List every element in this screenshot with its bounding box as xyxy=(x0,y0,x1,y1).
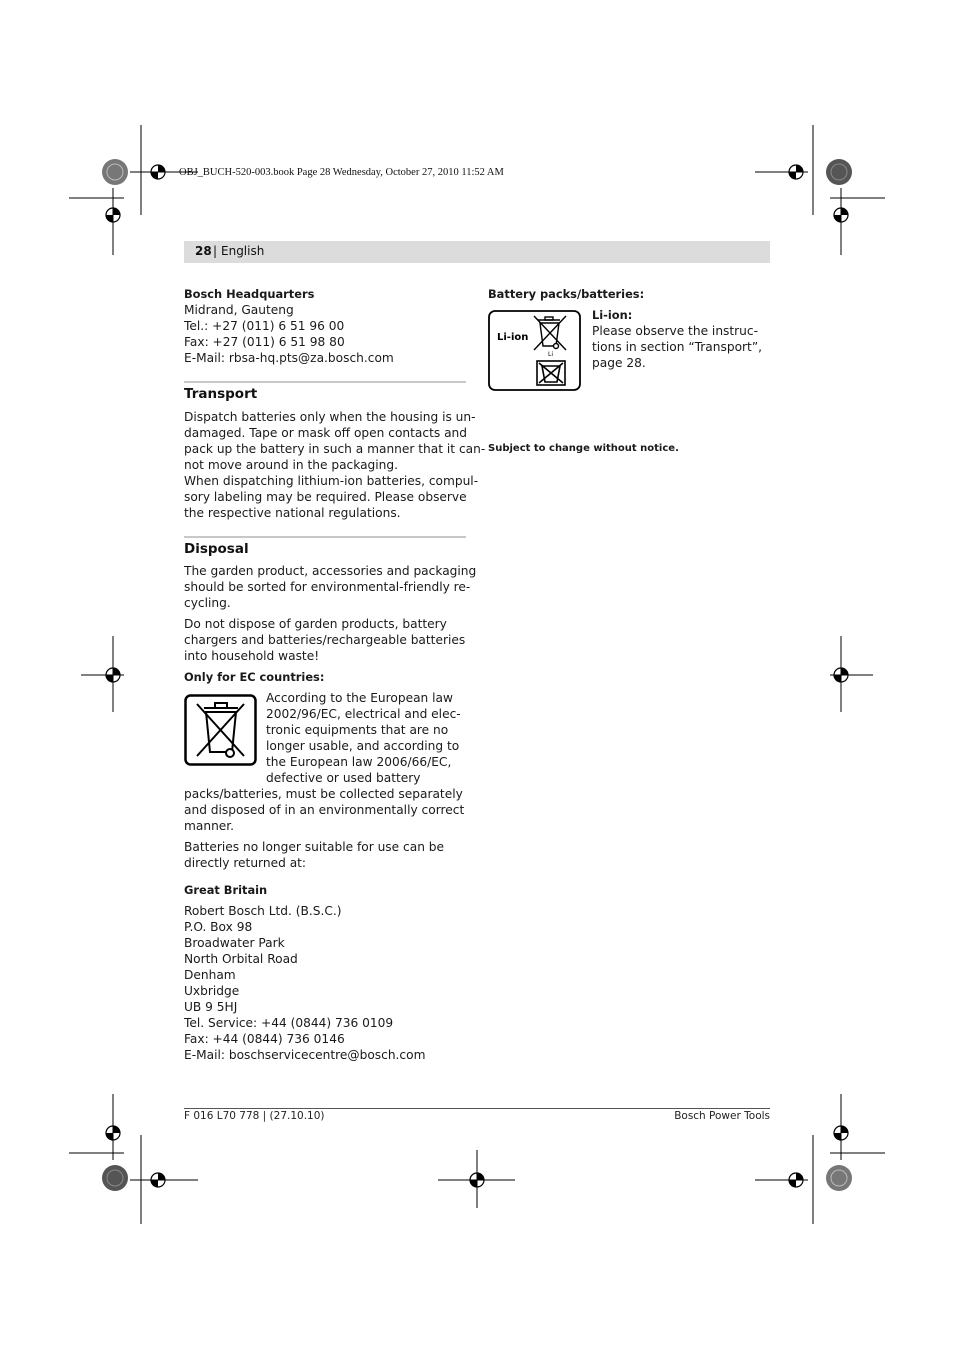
li-ion-title: Li-ion: xyxy=(592,308,633,322)
disposal-line: chargers and batteries/rechargeable batteries xyxy=(184,633,466,647)
li-ion-symbol-label: Li-ion xyxy=(497,332,529,343)
address-line: Robert Bosch Ltd. (B.S.C.) xyxy=(184,904,342,918)
transport-body xyxy=(184,409,486,521)
headquarters-line: Midrand, Gauteng xyxy=(184,303,294,317)
ec-line: and disposed of in an environmentally correct xyxy=(184,803,465,817)
country-title: Great Britain xyxy=(184,883,268,897)
address-line: North Orbital Road xyxy=(184,952,298,966)
address-line: Fax: +44 (0844) 736 0146 xyxy=(184,1032,345,1046)
disposal-line: The garden product, accessories and packaging xyxy=(184,564,477,578)
section-divider xyxy=(184,536,466,538)
disposal-line: cycling. xyxy=(184,596,231,610)
footer-brand: Bosch Power Tools xyxy=(674,1110,770,1122)
address-line: Uxbridge xyxy=(184,984,240,998)
crossed-bin-icon xyxy=(184,694,257,766)
ec-line: defective or used battery xyxy=(266,771,421,785)
header-separator: | xyxy=(213,244,218,258)
address-line: UB 9 5HJ xyxy=(184,1000,238,1014)
transport-line: the respective national regulations. xyxy=(184,506,401,520)
disposal-line: into household waste! xyxy=(184,649,320,663)
transport-heading: Transport xyxy=(184,386,258,402)
li-symbol-chem: Li xyxy=(548,351,554,358)
transport-line: not move around in the packaging. xyxy=(184,458,399,472)
address-line: P.O. Box 98 xyxy=(184,920,253,934)
disposal-line: Do not dispose of garden products, battery xyxy=(184,617,447,631)
disposal-line: Batteries no longer suitable for use can be xyxy=(184,840,445,854)
li-ion-line: page 28. xyxy=(592,356,646,370)
page-header xyxy=(184,241,770,263)
ec-line: tronic equipments that are no xyxy=(266,723,449,737)
transport-line: sory labeling may be required. Please observe xyxy=(184,490,467,504)
print-info: OBJ_BUCH-520-003.book Page 28 Wednesday, October 27, 2010 11:52 AM xyxy=(179,167,504,178)
page-number: 28 xyxy=(195,244,212,258)
footer-doc-number: F 016 L70 778 | (27.10.10) xyxy=(184,1110,325,1122)
li-ion-line: Please observe the instruc- xyxy=(592,324,759,338)
transport-line: pack up the battery in such a manner that it can- xyxy=(184,442,486,456)
ec-side-text xyxy=(266,690,466,786)
ec-line: manner. xyxy=(184,819,235,833)
ec-line: the European law 2006/66/EC, xyxy=(266,755,452,769)
headquarters-line: Fax: +27 (011) 6 51 98 80 xyxy=(184,335,345,349)
disposal-para-3 xyxy=(184,839,466,871)
headquarters-line: Tel.: +27 (011) 6 51 96 00 xyxy=(184,319,345,333)
address-line: E-Mail: boschservicecentre@bosch.com xyxy=(184,1048,426,1062)
section-divider xyxy=(184,381,466,383)
transport-line: When dispatching lithium-ion batteries, compul- xyxy=(184,474,479,488)
ec-line: According to the European law xyxy=(266,691,453,705)
ec-line: packs/batteries, must be collected separately xyxy=(184,787,463,801)
li-ion-recycling-icon xyxy=(488,310,581,391)
transport-line: damaged. Tape or mask off open contacts and xyxy=(184,426,468,440)
headquarters-block xyxy=(184,286,466,366)
disposal-para-1 xyxy=(184,563,477,611)
headquarters-line: E-Mail: rbsa-hq.pts@za.bosch.com xyxy=(184,351,394,365)
ec-full-text xyxy=(184,786,466,834)
headquarters-title: Bosch Headquarters xyxy=(184,287,315,301)
address-line: Tel. Service: +44 (0844) 736 0109 xyxy=(184,1016,394,1030)
ec-line: longer usable, and according to xyxy=(266,739,460,753)
disposal-heading: Disposal xyxy=(184,541,249,557)
ec-line: 2002/96/EC, electrical and elec- xyxy=(266,707,461,721)
ec-title: Only for EC countries: xyxy=(184,670,325,684)
address-line: Denham xyxy=(184,968,236,982)
batteries-heading: Battery packs/batteries: xyxy=(488,287,645,301)
change-notice: Subject to change without notice. xyxy=(488,443,679,454)
disposal-para-2 xyxy=(184,616,466,664)
address-line: Broadwater Park xyxy=(184,936,285,950)
disposal-line: directly returned at: xyxy=(184,856,307,870)
li-ion-text xyxy=(592,307,770,371)
transport-line: Dispatch batteries only when the housing is un- xyxy=(184,410,476,424)
li-ion-line: tions in section “Transport”, xyxy=(592,340,763,354)
address-block xyxy=(184,903,466,1063)
footer-rule xyxy=(184,1108,770,1109)
header-language: English xyxy=(221,244,265,258)
disposal-line: should be sorted for environmental-friendly re- xyxy=(184,580,471,594)
